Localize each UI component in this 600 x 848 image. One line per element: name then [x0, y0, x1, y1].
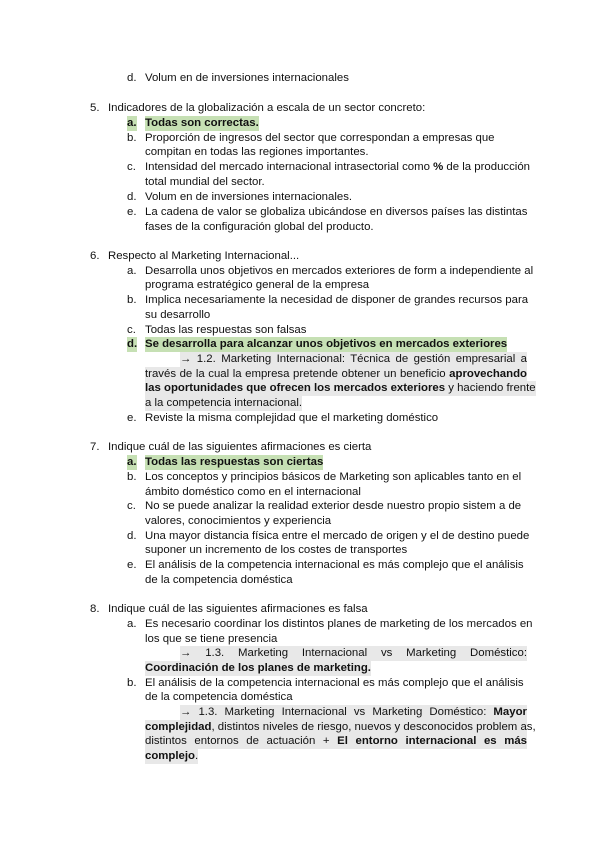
q6-option-c-text: Todas las respuestas son falsas: [145, 324, 307, 336]
q6-option-e-letter: e.: [127, 412, 137, 424]
q8-option-b-explanation: complejo.: [145, 750, 199, 762]
q7-option-c-text: valores, conocimientos y experiencia: [145, 515, 332, 527]
q6-option-b-letter: b.: [127, 294, 137, 306]
q5-option-e-text: fases de la configuración global del producto.: [145, 221, 374, 233]
q6-option-e-text: Reviste la misma complejidad que el marketing doméstico: [145, 412, 439, 424]
q5-option-a-letter: a.: [127, 117, 137, 129]
q5-option-c-letter: c.: [127, 161, 136, 173]
q7-option-b-letter: b.: [127, 471, 137, 483]
q8-option-a-text: los que se tiene presencia: [145, 633, 278, 645]
q5-option-b-text: compitan en todas las regiones importantes.: [145, 146, 369, 158]
q6-option-a-letter: a.: [127, 265, 137, 277]
q8-option-b-letter: b.: [127, 677, 137, 689]
q7-option-c-letter: c.: [127, 500, 136, 512]
q8-option-b-text: de la competencia doméstica: [145, 691, 293, 703]
q6-option-d-letter: d.: [127, 338, 138, 350]
q5-option-b-letter: b.: [127, 132, 137, 144]
question-5-text: Indicadores de la globalización a escala de un sector concreto:: [108, 102, 426, 114]
q7-option-e-text: El análisis de la competencia internacional es más complejo que el análisis: [145, 559, 524, 571]
q8-option-b-explanation: distintos entornos de actuación + El entorno internacional es más: [145, 735, 527, 747]
q7-option-d-text: Una mayor distancia física entre el mercado de origen y el de destino puede: [145, 530, 530, 542]
q6-explanation: través de la cual la empresa pretende obtener un beneficio aprovechando: [145, 368, 528, 380]
q5-option-c-text: Intensidad del mercado internacional intrasectorial como % de la producción: [145, 161, 530, 173]
q8-option-b-explanation: → 1.3. Marketing Internacional vs Marketing Doméstico: Mayor: [180, 706, 527, 718]
q5-option-d-letter: d.: [127, 191, 137, 203]
q6-explanation: las oportunidades que ofrecen los mercados exteriores y haciendo frente: [145, 382, 536, 394]
question-8-number: 8.: [90, 603, 100, 615]
q8-option-b-explanation: complejidad, distintos niveles de riesgo, nuevos y desconocidos problem as,: [145, 721, 536, 733]
question-8-text: Indique cuál de las siguientes afirmaciones es falsa: [108, 603, 368, 615]
q6-option-c-letter: c.: [127, 324, 136, 336]
q7-option-e-text: de la competencia doméstica: [145, 574, 293, 586]
q5-option-b-text: Proporción de ingresos del sector que correspondan a empresas que: [145, 132, 495, 144]
q7-option-b-text: ámbito doméstico como en el internacional: [145, 486, 361, 498]
q6-option-d-correct: Se desarrolla para alcanzar unos objetivos en mercados exteriores: [145, 338, 508, 350]
q6-explanation: → 1.2. Marketing Internacional: Técnica de gestión empresarial a: [180, 353, 527, 365]
q6-option-b-text: Implica necesariamente la necesidad de disponer de grandes recursos para: [145, 294, 529, 306]
question-6-text: Respecto al Marketing Internacional...: [108, 250, 300, 262]
q5-option-d-text: Volum en de inversiones internacionales.: [145, 191, 353, 203]
q8-option-a-explanation: → 1.3. Marketing Internacional vs Marketing Doméstico:: [180, 647, 527, 659]
option-letter: d.: [127, 72, 137, 84]
q6-explanation: a la competencia internacional.: [145, 397, 303, 409]
question-7-text: Indique cuál de las siguientes afirmaciones es cierta: [108, 441, 372, 453]
q6-option-a-text: Desarrolla unos objetivos en mercados exteriores de form a independiente al: [145, 265, 534, 277]
q8-option-b-text: El análisis de la competencia internacional es más complejo que el análisis: [145, 677, 524, 689]
q8-option-a-text: Es necesario coordinar los distintos planes de marketing de los mercados en: [145, 618, 533, 630]
q5-option-a-correct: Todas son correctas.: [145, 117, 259, 129]
q8-option-a-letter: a.: [127, 618, 137, 630]
option-text: Volum en de inversiones internacionales: [145, 72, 349, 84]
q7-option-e-letter: e.: [127, 559, 137, 571]
q6-option-a-text: programa estratégico general de la empresa: [145, 279, 370, 291]
q6-option-b-text: su desarrollo: [145, 309, 211, 321]
q5-option-e-text: La cadena de valor se globaliza ubicándose en diversos países las distintas: [145, 206, 528, 218]
q7-option-a-letter: a.: [127, 456, 137, 468]
q8-option-a-explanation: Coordinación de los planes de marketing.: [145, 662, 371, 674]
q5-option-c-text: total mundial del sector.: [145, 176, 265, 188]
question-7-number: 7.: [90, 441, 100, 453]
q7-option-c-text: No se puede analizar la realidad exterior desde nuestro propio sistem a de: [145, 500, 522, 512]
q7-option-a-correct: Todas las respuestas son ciertas: [145, 456, 324, 468]
question-6-number: 6.: [90, 250, 100, 262]
q7-option-b-text: Los conceptos y principios básicos de Marketing son aplicables tanto en el: [145, 471, 522, 483]
q5-option-e-letter: e.: [127, 206, 137, 218]
q7-option-d-text: suponer un incremento de los costes de transportes: [145, 544, 408, 556]
q7-option-d-letter: d.: [127, 530, 137, 542]
question-5-number: 5.: [90, 102, 100, 114]
